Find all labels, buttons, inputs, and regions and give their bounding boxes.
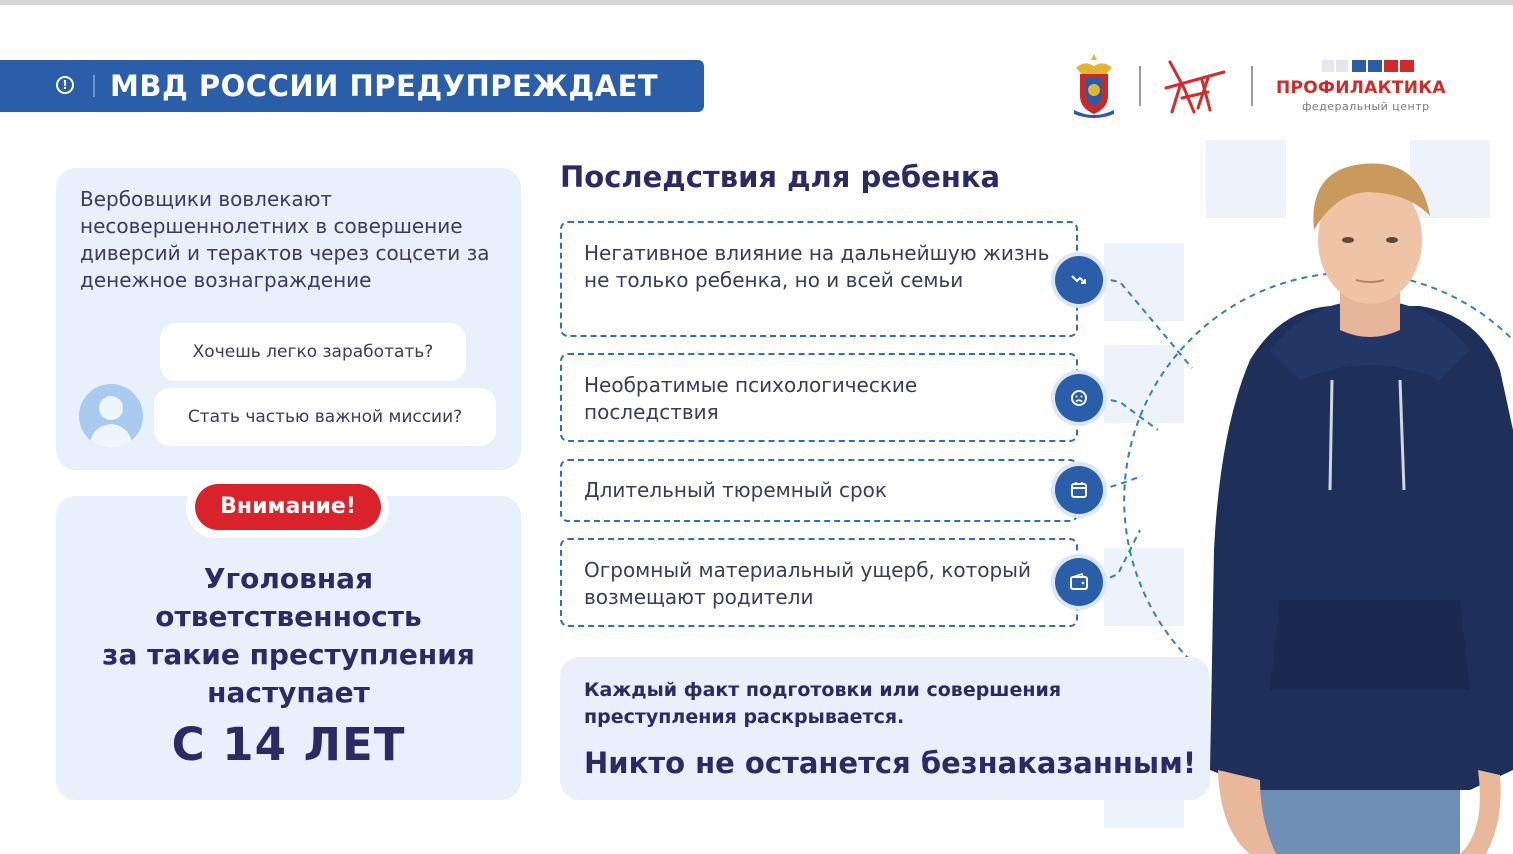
liability-line: за такие преступления [102, 638, 475, 671]
header-banner [0, 60, 704, 112]
chat-bubble: Хочешь легко заработать? [160, 323, 466, 381]
page-title: МВД РОССИИ ПРЕДУПРЕЖДАЕТ [110, 69, 659, 103]
chat-bubble: Стать частью важной миссии? [154, 388, 496, 446]
consequence-item [560, 221, 1078, 337]
liability-age: С 14 ЛЕТ [171, 718, 406, 771]
slogan-text: Никто не останется безнаказанным! [584, 746, 1197, 780]
consequences-heading: Последствия для ребенка [560, 160, 1001, 194]
consequence-text: Необратимые психологические последствия [584, 373, 918, 424]
avatar [79, 384, 143, 448]
logo-divider [1251, 66, 1253, 106]
sad-face-icon [1055, 374, 1103, 422]
mvd-emblem-logo [1070, 52, 1118, 118]
logo-divider [1139, 66, 1141, 106]
red-chair-logo [1162, 58, 1228, 114]
detection-fact-text [584, 677, 1104, 731]
detection-fact: Каждый факт подготовки или совершения преступления раскрывается. [584, 679, 1062, 728]
liability-line: Уголовная [203, 562, 374, 595]
trend-down-icon [1055, 256, 1103, 304]
profilaktika-squares-logo [1322, 60, 1416, 72]
consequence-item [560, 459, 1078, 522]
top-border [0, 0, 1513, 5]
consequence-text: Длительный тюремный срок [584, 478, 887, 502]
liability-line: наступает [207, 676, 370, 709]
consequence-item [560, 353, 1078, 442]
calendar-icon [1055, 466, 1103, 514]
person-silhouette-icon [79, 384, 143, 448]
recruiters-intro-text: Вербовщики вовлекают несовершеннолетних в совершение диверсий и терактов через соцсети за денежное вознаграждение [80, 187, 490, 292]
liability-line: ответственность [155, 600, 422, 633]
liability-text [56, 560, 521, 712]
recruiters-panel [56, 168, 521, 470]
banner-divider [93, 75, 95, 97]
profilaktika-logo-subtitle: федеральный центр [1302, 100, 1430, 113]
attention-badge: Внимание! [195, 484, 381, 530]
info-circle-icon: ! [56, 76, 74, 94]
consequence-text: Огромный материальный ущерб, который возмещают родители [584, 558, 1031, 609]
profilaktika-logo-text: ПРОФИЛАКТИКА [1276, 78, 1446, 98]
wallet-icon [1055, 558, 1103, 606]
consequence-text: Негативное влияние на дальнейшую жизнь не только ребенка, но и всей семьи [584, 241, 1050, 292]
consequence-item [560, 538, 1078, 627]
warning-footer-panel [560, 657, 1210, 800]
